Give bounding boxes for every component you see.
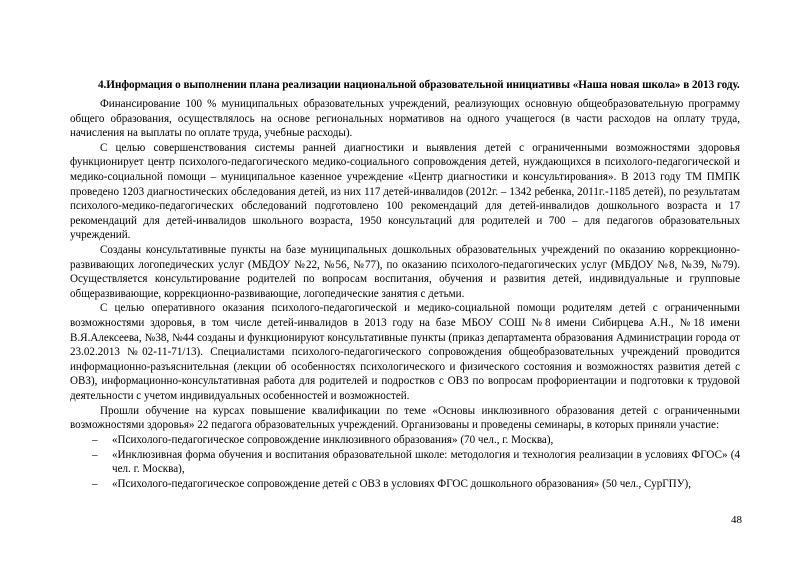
list-item xyxy=(70,433,740,448)
paragraph-financing: Финансирование 100 % муниципальных образовательных учреждений, реализующих основную общеобразовательную программу общего образования, осуществлялось на основе региональных нормативов на одного учащегося (в части расходов на оплату труда, начисления на выплаты по оплате труда, учебные расходы). xyxy=(70,97,740,140)
bullet-dash-icon: – xyxy=(92,477,98,490)
bullet-dash-icon: – xyxy=(92,433,98,446)
list-item-text: «Инклюзивная форма обучения и воспитания образовательной школе: методология и технология реализации в условиях ФГОС» (4 чел. г. Москва), xyxy=(112,448,740,476)
paragraph-consultation-points: Созданы консультативные пункты на базе муниципальных дошкольных образовательных учреждений по оказанию коррекционно-развивающих логопедических услуг (МБДОУ №22, №56, №77), по оказанию психолого-педагогических услуг (МБДОУ №8, №39, №79). Осуществляется консультирование родителей по вопросам воспитания, обучения и развития детей, индивидуальные и групповые общеразвивающие, коррекционно-развивающие, логопедические занятия с детьми. xyxy=(70,243,740,300)
list-item-text: «Психолого-педагогическое сопровождение инклюзивного образования» (70 чел., г. Москва), xyxy=(112,433,554,446)
paragraph-early-diagnostics: С целью совершенствования системы ранней диагностики и выявления детей с ограниченными возможностями здоровья функционирует центр психолого-педагогического медико-социального сопровождения детей, нуждающихся в психолого-педагогической и медико-социальной помощи – муниципальное казенное учреждение «Центр диагностики и консультирования». В 2013 году ТМ ПМПК проведено 1203 диагностических обследования детей, из них 117 детей-инвалидов (2012г. – 1342 ребенка, 2011г.-1185 детей), по результатам психолого-медико-педагогических обследований подготовлено 100 рекомендаций для детей-инвалидов дошкольного возраста и 17 рекомендаций для детей-инвалидов школьного возраста, 1950 консультаций для родителей и 700 – для педагогов образовательных учреждений. xyxy=(70,141,740,242)
seminar-list xyxy=(70,433,740,491)
list-item xyxy=(70,448,740,477)
page-number: 48 xyxy=(731,514,742,526)
document-body xyxy=(70,78,740,491)
section-heading: 4.Информация о выполнении плана реализации национальной образовательной инициативы «Наша новая школа» в 2013 году. xyxy=(98,79,740,91)
bullet-dash-icon: – xyxy=(92,448,98,461)
paragraph-operational-assistance: С целью оперативного оказания психолого-педагогической и медико-социальной помощи родителям детей с ограниченными возможностями здоровья, в том числе детей-инвалидов в 2013 году на базе МБОУ СОШ №8 имени Сибирцева А.Н., №18 имени В.Я.Алексеева, №38, №44 созданы и функционируют консультативные пункты (приказ департамента образования Администрации города от 23.02.2013 №02-11-71/13). Специалистами психолого-педагогического сопровождения общеобразовательных учреждений проводится информационно-разъяснительная (лекции об особенностях психологического и физического состояния и возможностях развития детей с ОВЗ), информационно-консультативная работа для родителей и подростков с ОВЗ по вопросам профориентации и подготовки к трудовой деятельности с учетом индивидуальных особенностей и возможностей. xyxy=(70,302,740,403)
list-item xyxy=(70,477,740,492)
list-item-text: «Психолого-педагогическое сопровождение детей с ОВЗ в условиях ФГОС дошкольного образования» (50 чел., СурГПУ), xyxy=(112,477,692,490)
paragraph-training-courses: Прошли обучение на курсах повышение квалификации по теме «Основы инклюзивного образования детей с ограниченными возможностями здоровья» 22 педагога образовательных учреждений. Организованы и проведены семинары, в которых приняли участие: xyxy=(70,404,740,432)
